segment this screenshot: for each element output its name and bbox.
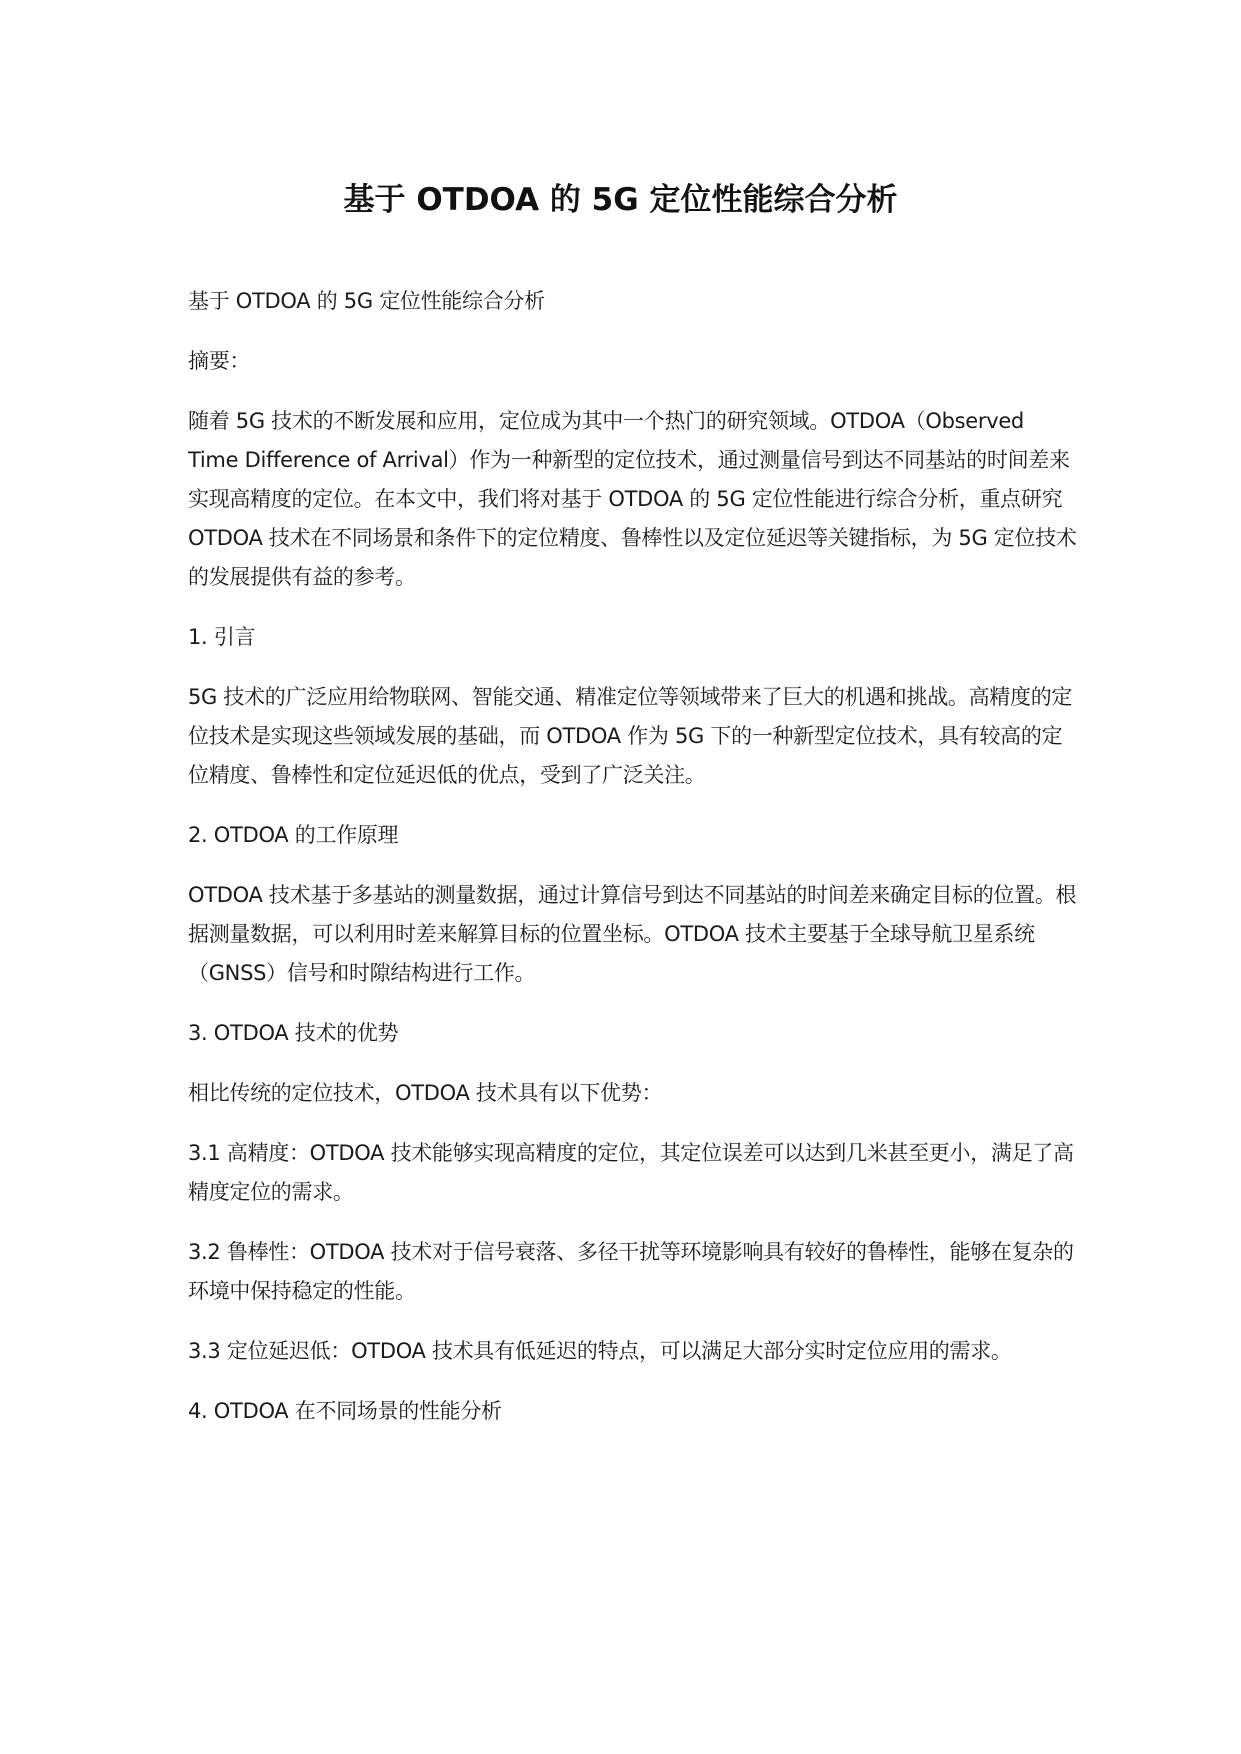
advantage-item-robustness: 3.2 鲁棒性：OTDOA 技术对于信号衰落、多径干扰等环境影响具有较好的鲁棒性，能够在复杂的环境中保持稳定的性能。 [188,1240,1074,1303]
abstract-paragraph: 随着 5G 技术的不断发展和应用，定位成为其中一个热门的研究领域。OTDOA（Observed Time Difference of Arrival）作为一种新型的定位技术，通过测量信号到达不同基站的时间差来实现高精度的定位。在本文中，我们将对基于 OTDOA 的 5G 定位性能进行综合分析，重点研究 OTDOA 技术在不同场景和条件下的定位精度、鲁棒性以及定位延迟等关键指标，为 5G 定位技术的发展提供有益的参考。 [188,409,1077,589]
advantage-item-precision: 3.1 高精度：OTDOA 技术能够实现高精度的定位，其定位误差可以达到几米甚至更小，满足了高精度定位的需求。 [188,1141,1074,1204]
advantages-intro-paragraph: 相比传统的定位技术，OTDOA 技术具有以下优势： [188,1081,663,1105]
document-title: 基于 OTDOA 的 5G 定位性能综合分析 [343,182,898,218]
section-heading-advantages: 3. OTDOA 技术的优势 [188,1021,399,1045]
introduction-paragraph: 5G 技术的广泛应用给物联网、智能交通、精准定位等领域带来了巨大的机遇和挑战。高精度的定位技术是实现这些领域发展的基础，而 OTDOA 作为 5G 下的一种新型定位技术，具有较高的定位精度、鲁棒性和定位延迟低的优点，受到了广泛关注。 [188,685,1073,787]
advantage-item-latency: 3.3 定位延迟低：OTDOA 技术具有低延迟的特点，可以满足大部分实时定位应用的需求。 [188,1339,1012,1363]
principle-paragraph: OTDOA 技术基于多基站的测量数据，通过计算信号到达不同基站的时间差来确定目标的位置。根据测量数据，可以利用时差来解算目标的位置坐标。OTDOA 技术主要基于全球导航卫星系统（GNSS）信号和时隙结构进行工作。 [188,883,1077,985]
subtitle-paragraph: 基于 OTDOA 的 5G 定位性能综合分析 [188,289,545,313]
section-heading-principle: 2. OTDOA 的工作原理 [188,823,399,847]
section-heading-performance: 4. OTDOA 在不同场景的性能分析 [188,1399,502,1423]
section-heading-introduction: 1. 引言 [188,625,256,649]
document-body [188,282,1078,1452]
abstract-heading: 摘要： [188,349,251,373]
